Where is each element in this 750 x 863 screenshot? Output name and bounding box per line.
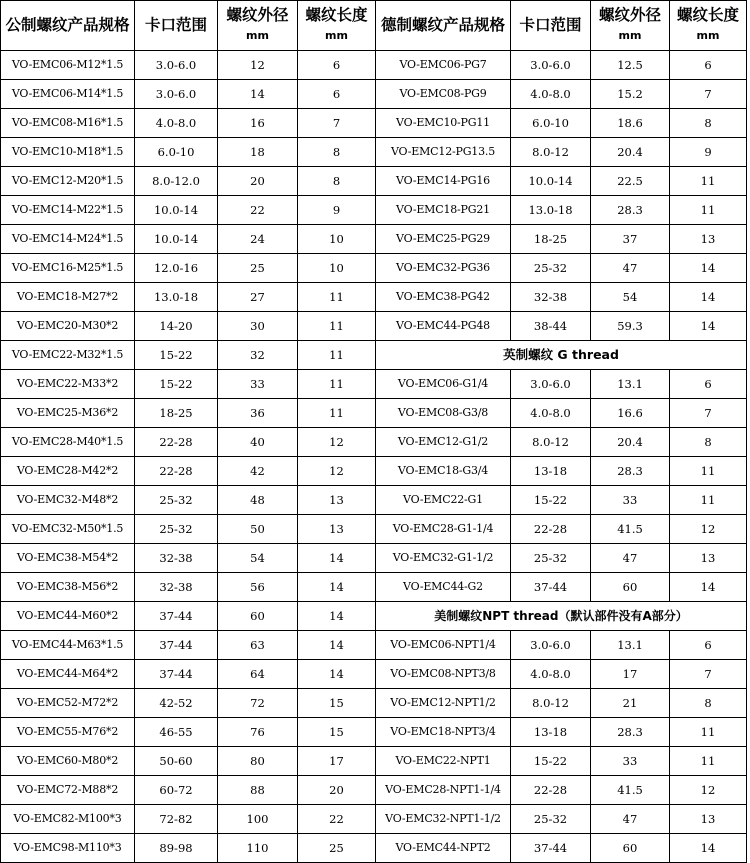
clamp-range-cell: 10.0-14: [135, 196, 218, 225]
product-code-cell: VO-EMC18-PG21: [376, 196, 511, 225]
thread-length-cell: 7: [670, 399, 747, 428]
outer-diameter-cell: 27: [218, 283, 298, 312]
clamp-range-cell: 8.0-12: [511, 428, 591, 457]
thread-length-cell: 11: [298, 399, 376, 428]
table-row: [1, 631, 747, 660]
outer-diameter-cell: 28.3: [591, 457, 670, 486]
product-code-cell: VO-EMC28-G1-1/4: [376, 515, 511, 544]
header-length: 螺纹长度mm: [670, 1, 747, 51]
product-code-cell: VO-EMC32-M50*1.5: [1, 515, 135, 544]
thread-length-cell: 9: [670, 138, 747, 167]
thread-length-cell: 11: [298, 283, 376, 312]
header-outer-diameter: 螺纹外径mm: [591, 1, 670, 51]
outer-diameter-cell: 12: [218, 51, 298, 80]
thread-length-cell: 14: [670, 312, 747, 341]
product-code-cell: VO-EMC44-M60*2: [1, 602, 135, 631]
outer-diameter-cell: 60: [591, 573, 670, 602]
clamp-range-cell: 32-38: [135, 544, 218, 573]
table-row: [1, 109, 747, 138]
product-code-cell: VO-EMC08-G3/8: [376, 399, 511, 428]
thread-length-cell: 8: [670, 109, 747, 138]
clamp-range-cell: 22-28: [135, 457, 218, 486]
header-metric-code: 公制螺纹产品规格: [1, 1, 135, 51]
outer-diameter-cell: 64: [218, 660, 298, 689]
outer-diameter-cell: 54: [591, 283, 670, 312]
clamp-range-cell: 22-28: [511, 776, 591, 805]
product-code-cell: VO-EMC28-M40*1.5: [1, 428, 135, 457]
clamp-range-cell: 3.0-6.0: [135, 80, 218, 109]
thread-length-cell: 22: [298, 805, 376, 834]
product-code-cell: VO-EMC14-PG16: [376, 167, 511, 196]
product-code-cell: VO-EMC28-M42*2: [1, 457, 135, 486]
thread-length-cell: 17: [298, 747, 376, 776]
thread-length-cell: 10: [298, 225, 376, 254]
clamp-range-cell: 25-32: [135, 486, 218, 515]
product-code-cell: VO-EMC06-G1/4: [376, 370, 511, 399]
npt-thread-section-title: 美制螺纹NPT thread（默认部件没有A部分）: [376, 602, 747, 631]
outer-diameter-cell: 42: [218, 457, 298, 486]
product-code-cell: VO-EMC06-M12*1.5: [1, 51, 135, 80]
product-code-cell: VO-EMC44-G2: [376, 573, 511, 602]
product-code-cell: VO-EMC32-PG36: [376, 254, 511, 283]
outer-diameter-cell: 80: [218, 747, 298, 776]
product-code-cell: VO-EMC06-PG7: [376, 51, 511, 80]
outer-diameter-cell: 59.3: [591, 312, 670, 341]
outer-diameter-cell: 28.3: [591, 718, 670, 747]
outer-diameter-cell: 14: [218, 80, 298, 109]
clamp-range-cell: 15-22: [511, 747, 591, 776]
thread-length-cell: 12: [298, 428, 376, 457]
thread-length-cell: 7: [670, 660, 747, 689]
thread-length-cell: 11: [298, 341, 376, 370]
outer-diameter-cell: 13.1: [591, 631, 670, 660]
table-row: [1, 428, 747, 457]
product-code-cell: VO-EMC25-PG29: [376, 225, 511, 254]
clamp-range-cell: 4.0-8.0: [511, 399, 591, 428]
clamp-range-cell: 18-25: [135, 399, 218, 428]
thread-length-cell: 6: [670, 631, 747, 660]
product-code-cell: VO-EMC32-M48*2: [1, 486, 135, 515]
outer-diameter-cell: 60: [218, 602, 298, 631]
clamp-range-cell: 4.0-8.0: [511, 660, 591, 689]
clamp-range-cell: 42-52: [135, 689, 218, 718]
product-code-cell: VO-EMC55-M76*2: [1, 718, 135, 747]
table-row: [1, 718, 747, 747]
outer-diameter-cell: 20.4: [591, 428, 670, 457]
outer-diameter-cell: 24: [218, 225, 298, 254]
clamp-range-cell: 3.0-6.0: [511, 370, 591, 399]
thread-length-cell: 6: [670, 51, 747, 80]
thread-length-cell: 13: [670, 225, 747, 254]
thread-length-cell: 13: [670, 805, 747, 834]
thread-length-cell: 11: [670, 718, 747, 747]
clamp-range-cell: 50-60: [135, 747, 218, 776]
thread-length-cell: 11: [670, 747, 747, 776]
thread-length-cell: 14: [670, 573, 747, 602]
thread-length-cell: 9: [298, 196, 376, 225]
header-range: 卡口范围: [135, 1, 218, 51]
product-code-cell: VO-EMC20-M30*2: [1, 312, 135, 341]
outer-diameter-cell: 110: [218, 834, 298, 863]
outer-diameter-cell: 50: [218, 515, 298, 544]
table-row: [1, 312, 747, 341]
table-row: [1, 196, 747, 225]
outer-diameter-cell: 22: [218, 196, 298, 225]
header-range: 卡口范围: [511, 1, 591, 51]
table-row: [1, 225, 747, 254]
clamp-range-cell: 14-20: [135, 312, 218, 341]
clamp-range-cell: 6.0-10: [511, 109, 591, 138]
thread-length-cell: 7: [298, 109, 376, 138]
clamp-range-cell: 22-28: [135, 428, 218, 457]
outer-diameter-cell: 63: [218, 631, 298, 660]
thread-length-cell: 6: [670, 370, 747, 399]
clamp-range-cell: 4.0-8.0: [135, 109, 218, 138]
product-code-cell: VO-EMC12-NPT1/2: [376, 689, 511, 718]
table-row: [1, 51, 747, 80]
thread-length-cell: 8: [670, 689, 747, 718]
table-row: [1, 834, 747, 863]
thread-length-cell: 11: [298, 312, 376, 341]
table-row: [1, 486, 747, 515]
outer-diameter-cell: 12.5: [591, 51, 670, 80]
product-code-cell: VO-EMC32-G1-1/2: [376, 544, 511, 573]
thread-length-cell: 10: [298, 254, 376, 283]
thread-length-cell: 20: [298, 776, 376, 805]
thread-length-cell: 14: [670, 283, 747, 312]
table-row: [1, 399, 747, 428]
clamp-range-cell: 13.0-18: [135, 283, 218, 312]
outer-diameter-cell: 28.3: [591, 196, 670, 225]
product-code-cell: VO-EMC16-M25*1.5: [1, 254, 135, 283]
product-code-cell: VO-EMC12-G1/2: [376, 428, 511, 457]
outer-diameter-cell: 41.5: [591, 776, 670, 805]
product-code-cell: VO-EMC38-M56*2: [1, 573, 135, 602]
thread-length-cell: 11: [670, 167, 747, 196]
outer-diameter-cell: 15.2: [591, 80, 670, 109]
thread-length-cell: 7: [670, 80, 747, 109]
product-code-cell: VO-EMC08-NPT3/8: [376, 660, 511, 689]
clamp-range-cell: 15-22: [135, 370, 218, 399]
thread-length-cell: 13: [298, 486, 376, 515]
spec-table-body: [1, 51, 747, 863]
clamp-range-cell: 15-22: [511, 486, 591, 515]
outer-diameter-cell: 54: [218, 544, 298, 573]
thread-length-cell: 8: [298, 138, 376, 167]
header-length: 螺纹长度mm: [298, 1, 376, 51]
outer-diameter-cell: 20.4: [591, 138, 670, 167]
thread-length-cell: 15: [298, 689, 376, 718]
outer-diameter-cell: 47: [591, 805, 670, 834]
clamp-range-cell: 8.0-12: [511, 689, 591, 718]
table-row: [1, 254, 747, 283]
clamp-range-cell: 32-38: [135, 573, 218, 602]
clamp-range-cell: 38-44: [511, 312, 591, 341]
product-code-cell: VO-EMC22-G1: [376, 486, 511, 515]
outer-diameter-cell: 18: [218, 138, 298, 167]
product-code-cell: VO-EMC14-M22*1.5: [1, 196, 135, 225]
product-code-cell: VO-EMC10-M18*1.5: [1, 138, 135, 167]
thread-length-cell: 11: [670, 457, 747, 486]
product-code-cell: VO-EMC14-M24*1.5: [1, 225, 135, 254]
clamp-range-cell: 25-32: [511, 254, 591, 283]
product-code-cell: VO-EMC44-PG48: [376, 312, 511, 341]
table-row: [1, 602, 747, 631]
thread-length-cell: 11: [670, 486, 747, 515]
product-code-cell: VO-EMC32-NPT1-1/2: [376, 805, 511, 834]
outer-diameter-cell: 76: [218, 718, 298, 747]
thread-length-cell: 14: [298, 544, 376, 573]
outer-diameter-cell: 48: [218, 486, 298, 515]
clamp-range-cell: 10.0-14: [511, 167, 591, 196]
header-german-code: 德制螺纹产品规格: [376, 1, 511, 51]
outer-diameter-cell: 40: [218, 428, 298, 457]
outer-diameter-cell: 21: [591, 689, 670, 718]
table-row: [1, 341, 747, 370]
outer-diameter-cell: 60: [591, 834, 670, 863]
thread-length-cell: 14: [298, 660, 376, 689]
thread-length-cell: 11: [670, 196, 747, 225]
outer-diameter-cell: 33: [591, 747, 670, 776]
thread-length-cell: 14: [298, 631, 376, 660]
product-code-cell: VO-EMC06-M14*1.5: [1, 80, 135, 109]
product-code-cell: VO-EMC38-M54*2: [1, 544, 135, 573]
outer-diameter-cell: 22.5: [591, 167, 670, 196]
product-code-cell: VO-EMC10-PG11: [376, 109, 511, 138]
thread-length-cell: 13: [298, 515, 376, 544]
outer-diameter-cell: 30: [218, 312, 298, 341]
outer-diameter-cell: 16.6: [591, 399, 670, 428]
g-thread-section-title: 英制螺纹 G thread: [376, 341, 747, 370]
clamp-range-cell: 37-44: [135, 660, 218, 689]
thread-length-cell: 6: [298, 51, 376, 80]
product-code-cell: VO-EMC18-G3/4: [376, 457, 511, 486]
outer-diameter-cell: 32: [218, 341, 298, 370]
table-row: [1, 80, 747, 109]
table-row: [1, 515, 747, 544]
outer-diameter-cell: 16: [218, 109, 298, 138]
table-row: [1, 370, 747, 399]
thread-length-cell: 14: [298, 602, 376, 631]
product-code-cell: VO-EMC44-NPT2: [376, 834, 511, 863]
thread-length-cell: 8: [298, 167, 376, 196]
outer-diameter-cell: 13.1: [591, 370, 670, 399]
product-code-cell: VO-EMC12-PG13.5: [376, 138, 511, 167]
product-code-cell: VO-EMC38-PG42: [376, 283, 511, 312]
table-row: [1, 747, 747, 776]
outer-diameter-cell: 100: [218, 805, 298, 834]
clamp-range-cell: 3.0-6.0: [511, 51, 591, 80]
clamp-range-cell: 25-32: [511, 544, 591, 573]
outer-diameter-cell: 37: [591, 225, 670, 254]
product-code-cell: VO-EMC06-NPT1/4: [376, 631, 511, 660]
clamp-range-cell: 18-25: [511, 225, 591, 254]
product-code-cell: VO-EMC60-M80*2: [1, 747, 135, 776]
thread-length-cell: 6: [298, 80, 376, 109]
product-code-cell: VO-EMC44-M63*1.5: [1, 631, 135, 660]
clamp-range-cell: 25-32: [511, 805, 591, 834]
outer-diameter-cell: 47: [591, 544, 670, 573]
thread-length-cell: 8: [670, 428, 747, 457]
table-row: [1, 457, 747, 486]
outer-diameter-cell: 41.5: [591, 515, 670, 544]
table-row: [1, 283, 747, 312]
table-row: [1, 573, 747, 602]
outer-diameter-cell: 72: [218, 689, 298, 718]
clamp-range-cell: 46-55: [135, 718, 218, 747]
outer-diameter-cell: 33: [218, 370, 298, 399]
clamp-range-cell: 89-98: [135, 834, 218, 863]
outer-diameter-cell: 47: [591, 254, 670, 283]
product-code-cell: VO-EMC44-M64*2: [1, 660, 135, 689]
clamp-range-cell: 4.0-8.0: [511, 80, 591, 109]
clamp-range-cell: 12.0-16: [135, 254, 218, 283]
product-code-cell: VO-EMC98-M110*3: [1, 834, 135, 863]
clamp-range-cell: 3.0-6.0: [135, 51, 218, 80]
table-row: [1, 167, 747, 196]
clamp-range-cell: 10.0-14: [135, 225, 218, 254]
clamp-range-cell: 8.0-12: [511, 138, 591, 167]
clamp-range-cell: 37-44: [511, 834, 591, 863]
table-row: [1, 660, 747, 689]
product-code-cell: VO-EMC18-M27*2: [1, 283, 135, 312]
clamp-range-cell: 72-82: [135, 805, 218, 834]
product-code-cell: VO-EMC22-M33*2: [1, 370, 135, 399]
table-row: [1, 776, 747, 805]
product-code-cell: VO-EMC82-M100*3: [1, 805, 135, 834]
table-row: [1, 805, 747, 834]
outer-diameter-cell: 17: [591, 660, 670, 689]
clamp-range-cell: 32-38: [511, 283, 591, 312]
clamp-range-cell: 6.0-10: [135, 138, 218, 167]
outer-diameter-cell: 20: [218, 167, 298, 196]
outer-diameter-cell: 25: [218, 254, 298, 283]
thread-length-cell: 14: [670, 254, 747, 283]
header-outer-diameter: 螺纹外径mm: [218, 1, 298, 51]
product-code-cell: VO-EMC18-NPT3/4: [376, 718, 511, 747]
thread-length-cell: 15: [298, 718, 376, 747]
product-code-cell: VO-EMC22-M32*1.5: [1, 341, 135, 370]
clamp-range-cell: 13-18: [511, 718, 591, 747]
product-code-cell: VO-EMC08-PG9: [376, 80, 511, 109]
thread-length-cell: 14: [670, 834, 747, 863]
clamp-range-cell: 37-44: [135, 602, 218, 631]
clamp-range-cell: 8.0-12.0: [135, 167, 218, 196]
header-row: [1, 1, 747, 51]
outer-diameter-cell: 33: [591, 486, 670, 515]
thread-length-cell: 13: [670, 544, 747, 573]
outer-diameter-cell: 56: [218, 573, 298, 602]
thread-length-cell: 12: [298, 457, 376, 486]
clamp-range-cell: 37-44: [135, 631, 218, 660]
thread-length-cell: 14: [298, 573, 376, 602]
product-code-cell: VO-EMC28-NPT1-1/4: [376, 776, 511, 805]
clamp-range-cell: 25-32: [135, 515, 218, 544]
product-code-cell: VO-EMC08-M16*1.5: [1, 109, 135, 138]
clamp-range-cell: 37-44: [511, 573, 591, 602]
outer-diameter-cell: 18.6: [591, 109, 670, 138]
clamp-range-cell: 60-72: [135, 776, 218, 805]
table-row: [1, 689, 747, 718]
product-code-cell: VO-EMC22-NPT1: [376, 747, 511, 776]
table-row: [1, 544, 747, 573]
thread-length-cell: 12: [670, 776, 747, 805]
thread-length-cell: 25: [298, 834, 376, 863]
table-row: [1, 138, 747, 167]
clamp-range-cell: 3.0-6.0: [511, 631, 591, 660]
clamp-range-cell: 22-28: [511, 515, 591, 544]
product-code-cell: VO-EMC52-M72*2: [1, 689, 135, 718]
product-code-cell: VO-EMC72-M88*2: [1, 776, 135, 805]
outer-diameter-cell: 88: [218, 776, 298, 805]
outer-diameter-cell: 36: [218, 399, 298, 428]
clamp-range-cell: 13-18: [511, 457, 591, 486]
clamp-range-cell: 13.0-18: [511, 196, 591, 225]
product-code-cell: VO-EMC25-M36*2: [1, 399, 135, 428]
clamp-range-cell: 15-22: [135, 341, 218, 370]
thread-length-cell: 12: [670, 515, 747, 544]
product-code-cell: VO-EMC12-M20*1.5: [1, 167, 135, 196]
thread-length-cell: 11: [298, 370, 376, 399]
